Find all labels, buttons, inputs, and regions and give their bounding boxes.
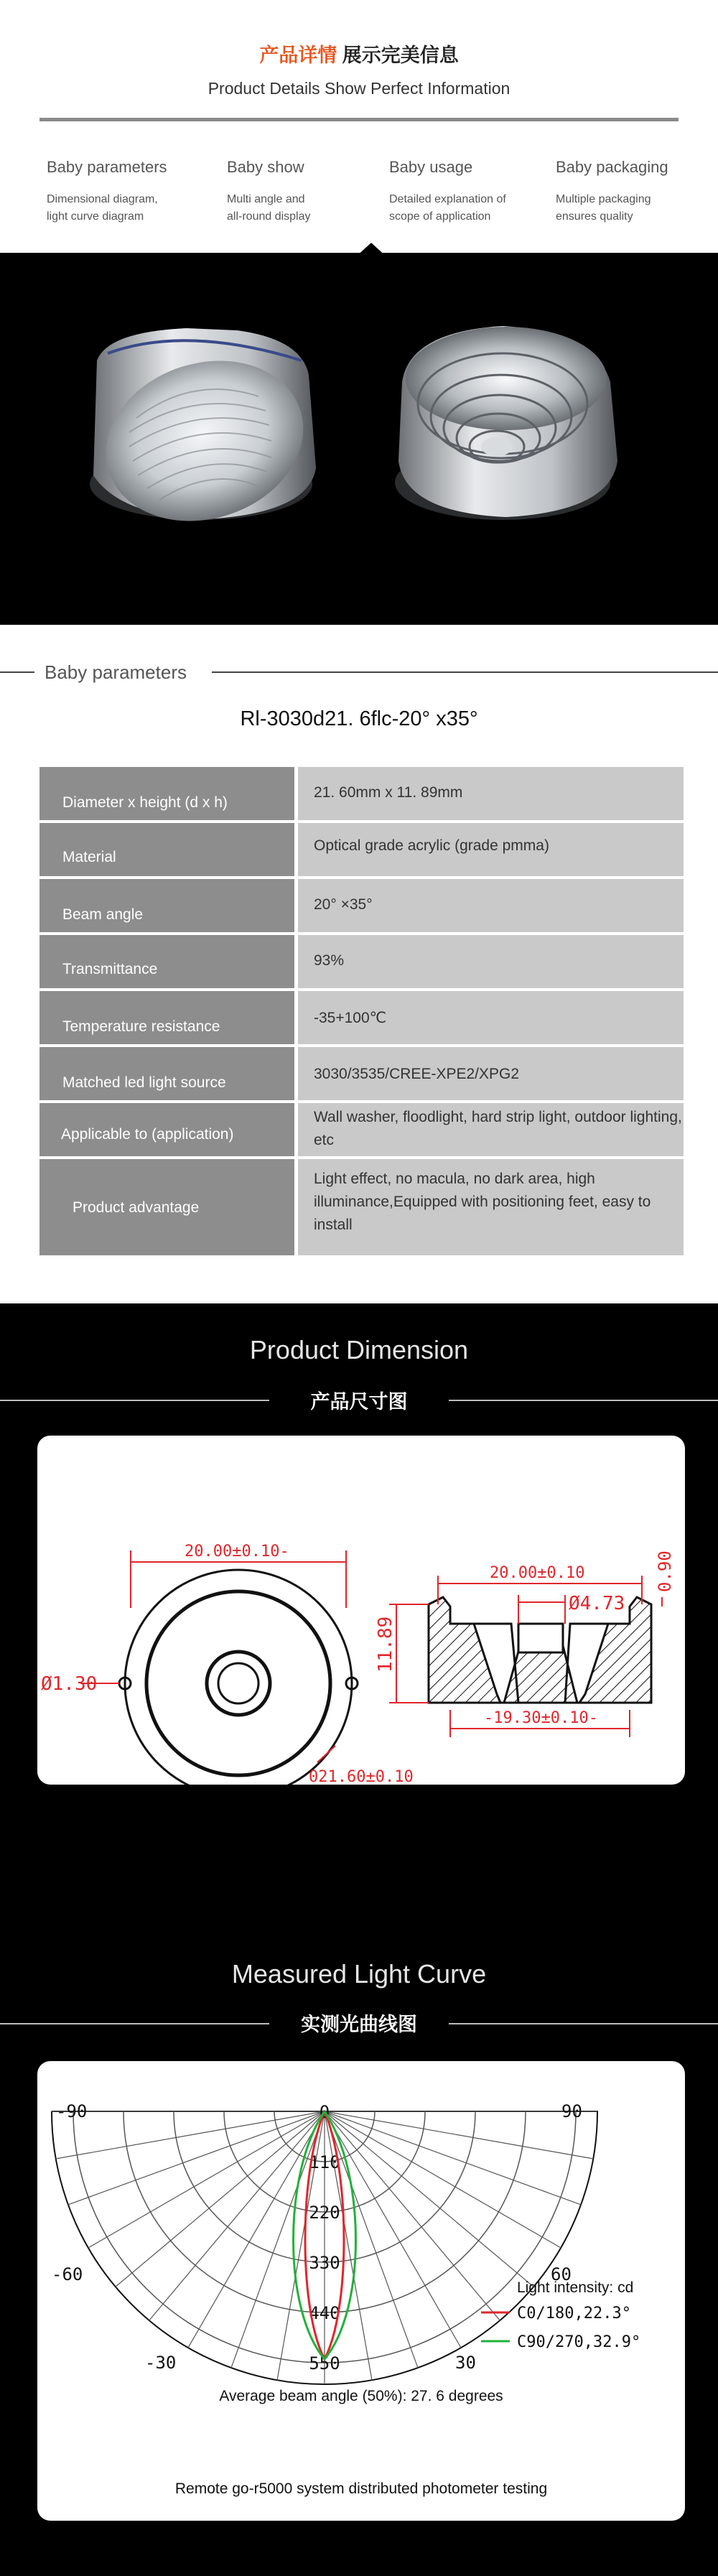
- table-row: [39, 991, 684, 1044]
- param-key: Applicable to (application): [39, 1103, 294, 1156]
- front-view: [119, 1570, 358, 1785]
- param-value: 20° ×35°: [298, 879, 684, 932]
- tab-baby-show[interactable]: [227, 158, 392, 225]
- table-row: [39, 767, 684, 820]
- front-dimension-lines: [80, 1550, 346, 1762]
- dimension-drawing: [37, 1436, 685, 1785]
- lens-photo-illustration: [0, 253, 718, 625]
- section-rule: [0, 671, 34, 673]
- param-value: 21. 60mm x 11. 89mm: [298, 767, 684, 820]
- tab-baby-packaging[interactable]: [556, 158, 718, 225]
- page-header: [0, 0, 718, 255]
- param-value: -35+100℃: [298, 991, 684, 1044]
- dimension-panel: [37, 1436, 685, 1785]
- tab-label: Baby parameters: [47, 158, 167, 176]
- table-row: [39, 1103, 684, 1156]
- angle-label: 60: [551, 2264, 572, 2284]
- param-key: Transmittance: [39, 935, 294, 988]
- tab-desc-line: Detailed explanation of: [389, 193, 506, 205]
- tab-baby-usage[interactable]: [389, 158, 554, 225]
- section-rule: [212, 671, 718, 673]
- tab-description: [556, 191, 718, 225]
- lens-front-view: [85, 328, 324, 546]
- product-photo: [0, 253, 718, 625]
- tab-desc-line: Dimensional diagram,: [47, 193, 158, 205]
- table-row: [39, 823, 684, 876]
- tab-description: [389, 191, 554, 225]
- section-label: Baby parameters: [45, 661, 187, 683]
- param-key: Temperature resistance: [39, 991, 294, 1044]
- angle-label: -90: [56, 2101, 88, 2121]
- dim-label-top-left: 20.00±0.10-: [185, 1543, 289, 1561]
- param-key: Diameter x height (d x h): [39, 767, 294, 820]
- title-rest: 展示完美信息: [342, 45, 459, 66]
- angle-label: -60: [52, 2264, 83, 2284]
- param-value: Light effect, no macula, no dark area, high illuminance,Equipped with positioning feet, easy to install: [298, 1159, 684, 1255]
- table-row: [39, 935, 684, 988]
- tab-label: Baby packaging: [556, 158, 668, 176]
- curve-title: Measured Light Curve: [231, 1959, 487, 1989]
- dim-label-top-right: 20.00±0.10: [490, 1564, 585, 1582]
- divider: [449, 2023, 718, 2024]
- param-key: Beam angle: [39, 879, 294, 932]
- table-row: [39, 879, 684, 932]
- table-row: [39, 1159, 684, 1255]
- tab-desc-line: Multiple packaging: [556, 193, 651, 205]
- radial-label: 220: [309, 2203, 340, 2223]
- params-section-header: [0, 657, 718, 686]
- section-tabs: [0, 158, 718, 244]
- param-value: 93%: [298, 935, 684, 988]
- tab-desc-line: all-round display: [227, 210, 311, 223]
- polar-spoke: [149, 2111, 325, 2320]
- angle-label: 30: [455, 2353, 476, 2373]
- dimension-title: Product Dimension: [249, 1335, 469, 1364]
- polar-light-curve: [37, 2061, 685, 2521]
- page-subtitle: Product Details Show Perfect Information: [208, 79, 510, 98]
- radial-label: 440: [309, 2303, 340, 2323]
- technical-section: [0, 1303, 718, 2576]
- radial-label: 110: [309, 2152, 340, 2172]
- light-curve-panel: [37, 2061, 685, 2521]
- tab-desc-line: Multi angle and: [227, 193, 305, 205]
- dimension-title-cn: 产品尺寸图: [310, 1391, 408, 1413]
- dim-label-bottom: -19.30±0.10-: [484, 1709, 598, 1727]
- param-key: Material: [39, 823, 294, 876]
- divider: [449, 1400, 718, 1401]
- param-value: Wall washer, floodlight, hard strip light, outdoor lighting, etc: [298, 1103, 684, 1156]
- angle-label: 90: [561, 2101, 582, 2121]
- tab-description: [227, 191, 392, 225]
- page-title: [0, 39, 718, 68]
- tab-label: Baby usage: [389, 158, 473, 176]
- dim-label-inner: Ø4.73: [569, 1593, 625, 1614]
- title-accent: 产品详情: [259, 45, 337, 66]
- beam-angle-note: Average beam angle (50%): 27. 6 degrees: [219, 2388, 503, 2404]
- dim-label-outer: 021.60±0.10: [309, 1768, 414, 1785]
- tab-desc-line: ensures quality: [556, 210, 633, 223]
- angle-label: -30: [145, 2353, 177, 2373]
- tab-desc-line: light curve diagram: [47, 210, 144, 223]
- tab-baby-parameters[interactable]: [47, 158, 212, 225]
- polar-axis-labels: [52, 2101, 582, 2373]
- param-key: Product advantage: [39, 1159, 294, 1255]
- polar-spoke: [325, 2111, 500, 2320]
- legend-title: Light intensity: cd: [517, 2279, 634, 2296]
- header-divider: [39, 118, 679, 121]
- dim-label-height: 11.89: [375, 1616, 396, 1673]
- radial-label: 0: [319, 2102, 330, 2122]
- lens-back-view: [395, 326, 617, 520]
- param-key: Matched led light source: [39, 1047, 294, 1100]
- dim-label-foot: 0.90: [655, 1550, 675, 1592]
- legend-label-c0: C0/180,22.3°: [517, 2305, 631, 2322]
- tab-description: [47, 191, 212, 225]
- photometer-note: Remote go-r5000 system distributed photometer testing: [174, 2480, 548, 2497]
- table-row: [39, 1047, 684, 1100]
- radial-label: 550: [309, 2353, 340, 2373]
- radial-label: 330: [309, 2253, 340, 2273]
- dim-label-hole: Ø1.30: [41, 1673, 98, 1695]
- param-value: 3030/3535/CREE-XPE2/XPG2: [298, 1047, 684, 1100]
- curve-title-cn: 实测光曲线图: [301, 2014, 417, 2035]
- tab-label: Baby show: [227, 158, 304, 176]
- legend-label-c90: C90/270,32.9°: [517, 2333, 641, 2351]
- tab-desc-line: scope of application: [389, 210, 491, 223]
- product-model: Rl-3030d21. 6flc-20° x35°: [240, 707, 478, 730]
- param-value: Optical grade acrylic (grade pmma): [298, 823, 684, 876]
